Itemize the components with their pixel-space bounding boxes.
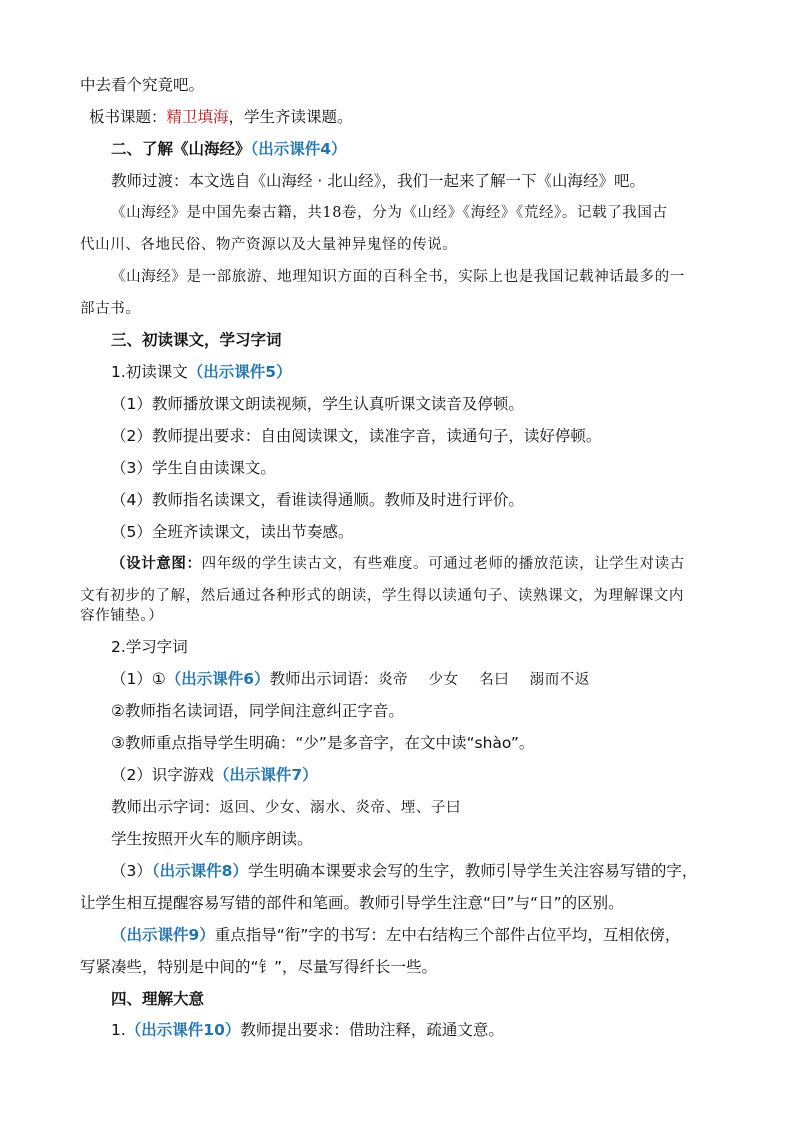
text: 教师提出要求：借助注释，疏通文意。 <box>240 1021 504 1039</box>
list-item <box>111 425 751 447</box>
text: （4）教师指名读课文，看谁读得通顺。教师及时进行评价。 <box>111 491 524 509</box>
section-heading-2 <box>111 138 751 160</box>
board-title-line <box>89 106 729 128</box>
courseware-ref: （出示课件8） <box>151 862 248 880</box>
heading-text: 四、理解大意 <box>111 990 205 1008</box>
paragraph-line <box>111 924 751 946</box>
list-item <box>111 393 751 415</box>
list-item <box>111 668 751 691</box>
text: 文有初步的了解，然后通过各种形式的朗读，学生得以读通句子、读熟课文，为理解课文内 <box>80 588 684 604</box>
heading-text: 三、初读课文，学习字词 <box>111 331 282 349</box>
vocabulary-words: 返回、少女、溺水、炎帝、堙、子曰 <box>219 800 462 816</box>
courseware-ref: （出示课件4） <box>250 140 347 158</box>
text: （1）教师播放课文朗读视频，学生认真听课文读音及停顿。 <box>111 395 524 413</box>
section-heading-3 <box>111 329 751 351</box>
courseware-ref: （出示课件9） <box>111 926 215 944</box>
subheading-line <box>111 1019 751 1041</box>
list-item <box>111 521 751 543</box>
text: 写紧凑些，特别是中间的“钅”，尽量写得纤长一些。 <box>80 958 438 976</box>
text: 学生按照开火车的顺序朗读。 <box>111 830 313 848</box>
text: 让学生相互提醒容易写错的部件和笔画。教师引导学生注意“曰”与“日”的区别。 <box>80 894 624 912</box>
list-item <box>111 457 751 479</box>
text: 容作铺垫。） <box>80 608 164 624</box>
paragraph-line <box>80 892 720 914</box>
text: （2）识字游戏 <box>111 766 214 784</box>
paragraph-line <box>80 956 720 978</box>
paragraph-line <box>80 74 720 96</box>
text: 《山海经》是中国先秦古籍，共18卷，分为《山经》《海经》《荒经》。记载了我国古 <box>111 205 668 221</box>
courseware-ref: （出示课件10） <box>125 1021 241 1039</box>
courseware-ref: （出示课件6） <box>165 670 270 688</box>
text: 教师出示字词： <box>111 798 220 816</box>
design-intent-line <box>111 553 751 575</box>
courseware-ref: （出示课件7） <box>213 766 318 784</box>
paragraph-line <box>111 266 751 288</box>
text: （3） <box>111 862 152 880</box>
list-item <box>111 700 751 722</box>
text: 中去看个究竟吧。 <box>80 76 205 94</box>
pinyin: shào <box>474 734 511 752</box>
text: 学生明确本课要求会写的生字，教师引导学生关注容易写错的字， <box>247 862 698 880</box>
text: 板书课题： <box>89 108 167 126</box>
text: （3）学生自由读课文。 <box>111 459 276 477</box>
text: 2.学习字词 <box>111 638 188 656</box>
paragraph-line <box>80 234 720 256</box>
heading-text: 二、了解《山海经》 <box>111 140 251 158</box>
section-heading-4 <box>111 988 751 1010</box>
vocabulary-words: 炎帝 少女 名曰 溺而不返 <box>378 672 591 688</box>
text: 教师过渡：本文选自《山海经 · 北山经》，我们一起来了解一下《山海经》吧。 <box>111 172 646 190</box>
text: 教师出示词语： <box>269 670 379 688</box>
list-item <box>111 764 751 786</box>
list-item <box>111 489 751 511</box>
list-item <box>111 796 751 819</box>
paragraph-line <box>111 202 751 224</box>
text: ②教师指名读词语，同学间注意纠正字音。 <box>111 702 404 720</box>
design-intent-line <box>80 605 720 627</box>
text: （1）① <box>111 670 166 688</box>
text: （5）全班齐读课文，读出节奏感。 <box>111 523 354 541</box>
text: 1. <box>111 1021 126 1039</box>
paragraph-line <box>80 298 720 320</box>
list-item <box>111 860 751 882</box>
text: 部古书。 <box>80 301 141 317</box>
text: （2）教师提出要求：自由阅读课文，读准字音，读通句子，读好停顿。 <box>111 427 602 445</box>
text: 1.初读课文 <box>111 363 188 381</box>
courseware-ref: （出示课件5） <box>187 363 292 381</box>
design-intent-line <box>80 585 720 607</box>
text: 四年级的学生读古文，有些难度。可通过老师的播放范读，让学生对读古 <box>201 556 685 572</box>
text: 重点指导“衔”字的书写：左中右结构三个部件占位平均，互相依傍， <box>214 926 681 944</box>
list-item <box>111 732 751 754</box>
paragraph-line <box>111 170 751 192</box>
lesson-title-highlight: 精卫填海 <box>166 108 229 126</box>
subheading-line <box>111 636 751 658</box>
text: 代山川、各地民俗、物产资源以及大量神异鬼怪的传说。 <box>80 237 458 253</box>
subheading-line <box>111 361 751 383</box>
text: ③教师重点指导学生明确：“少”是多音字，在文中读“ <box>111 734 475 752</box>
design-intent-label: （设计意图： <box>111 555 202 572</box>
text: ”。 <box>510 734 535 752</box>
text: ，学生齐读课题。 <box>228 108 353 126</box>
list-item <box>111 828 751 850</box>
text: 《山海经》是一部旅游、地理知识方面的百科全书，实际上也是我国记载神话最多的一 <box>111 269 685 285</box>
